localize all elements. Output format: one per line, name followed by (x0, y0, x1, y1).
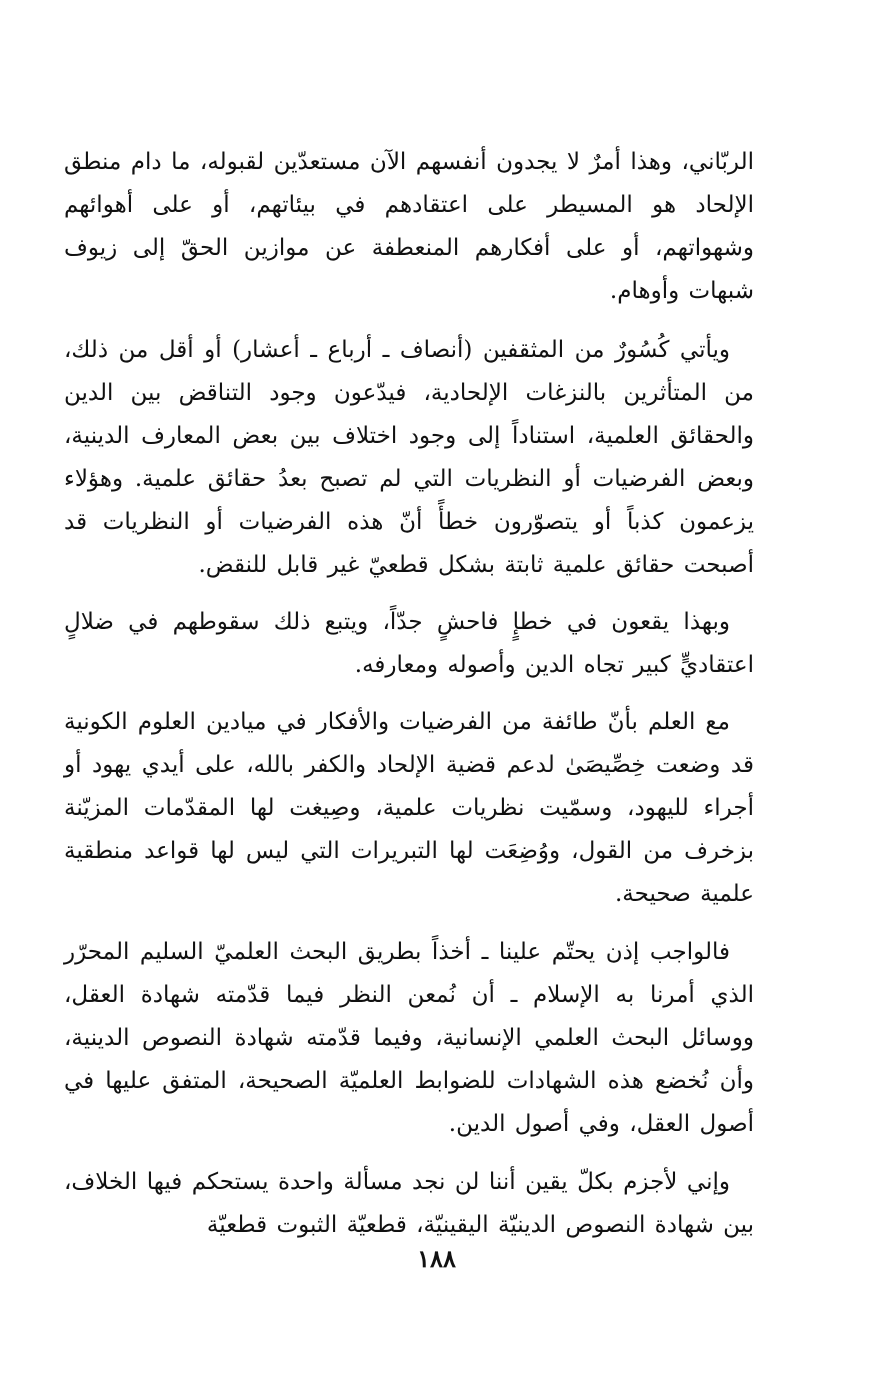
paragraph-theories: مع العلم بأنّ طائفة من الفرضيات والأفكار في ميادين العلوم الكونية قد وضعت خِصِّيصَىٰ لدعم قضية الإلحاد والكفر بالله، على أيدي يهود أو أجراء لليهود، وسمّيت نظريات علمية، وصِيغت لها المقدّمات المزيّنة بزخرف من القول، ووُضِعَت لها التبريرات التي ليس لها قواعد منطقية علمية صحيحة. (64, 709, 754, 907)
paragraph-duty: فالواجب إذن يحتّم علينا ـ أخذاً بطريق البحث العلميّ السليم المحرّر الذي أمرنا به الإسلام ـ أن نُمعن النظر فيما قدّمته شهادة العقل، ووسائل البحث العلمي الإنسانية، وفيما قدّمته شهادة النصوص الدينية، وأن نُخضع هذه الشهادات للضوابط العلميّة الصحيحة، المتفق عليها في أصول العقل، وفي أصول الدين. (64, 939, 754, 1137)
paragraph-intellectuals: ويأتي كُسُورٌ من المثقفين (أنصاف ـ أرباع ـ أعشار) أو أقل من ذلك، من المتأثرين بالنزغات الإلحادية، فيدّعون وجود التناقض بين الدين والحقائق العلمية، استناداً إلى وجود اختلاف بين بعض المعارف الدينية، وبعض الفرضيات أو النظريات التي لم تصبح بعدُ حقائق علمية. وهؤلاء يزعمون كذباً أو يتصوّرون خطأً أنّ هذه الفرضيات أو النظريات قد أصبحت حقائق علمية ثابتة بشكل قطعيّ غير قابل للنقض. (64, 337, 754, 578)
paragraph-continuation: الربّاني، وهذا أمرٌ لا يجدون أنفسهم الآن مستعدّين لقبوله، ما دام منطق الإلحاد هو المسيطر على اعتقادهم في بيئاتهم، أو على أهوائهم وشهواتهم، أو على أفكارهم المنعطفة عن موازين الحقّ إلى زيوف شبهات وأوهام. (64, 149, 754, 304)
page-number: ١٨٨ (417, 1244, 456, 1273)
paragraph-error: وبهذا يقعون في خطإٍ فاحشٍ جدّاً، ويتبع ذلك سقوطهم في ضلالٍ اعتقاديٍّ كبير تجاه الدين وأصوله ومعارفه. (64, 609, 754, 678)
paragraph-certainty: وإني لأجزم بكلّ يقين أننا لن نجد مسألة واحدة يستحكم فيها الخلاف، بين شهادة النصوص الدينيّة اليقينيّة، قطعيّة الثبوت قطعيّة (64, 1169, 754, 1238)
